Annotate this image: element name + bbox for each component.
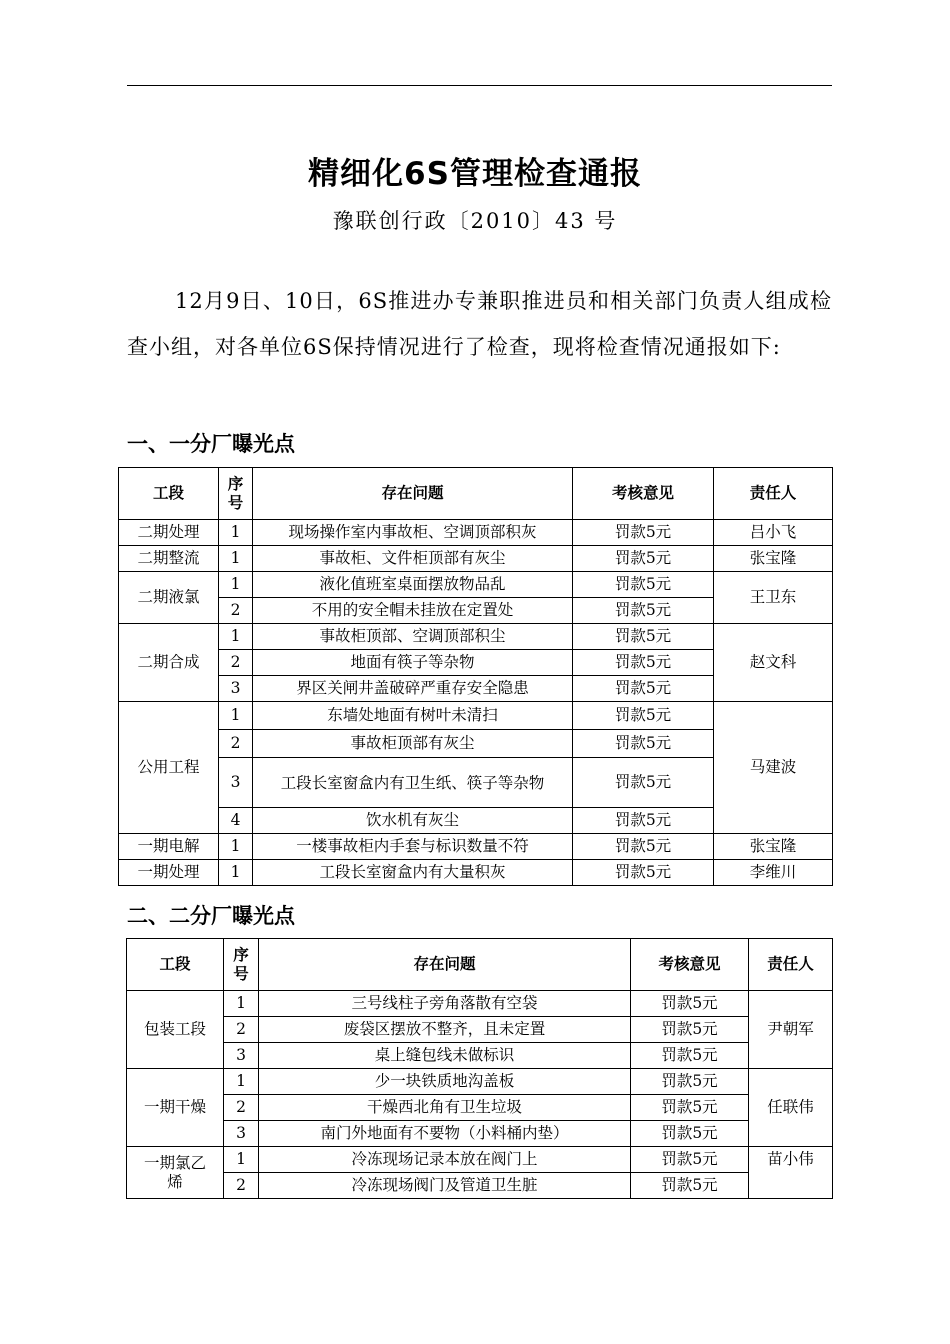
cell-owner: 马建波	[714, 702, 833, 834]
cell-issue: 液化值班室桌面摆放物品乱	[253, 572, 573, 598]
header-owner: 责任人	[714, 468, 833, 520]
cell-seq: 2	[224, 1017, 259, 1043]
header-section: 工段	[127, 939, 224, 991]
cell-section: 二期处理	[119, 520, 219, 546]
header-opinion: 考核意见	[631, 939, 749, 991]
cell-opinion: 罚款5元	[631, 1017, 749, 1043]
table-row	[119, 546, 833, 572]
cell-seq: 1	[224, 991, 259, 1017]
cell-issue: 三号线柱子旁角落散有空袋	[259, 991, 631, 1017]
cell-owner: 王卫东	[714, 572, 833, 624]
cell-issue: 工段长室窗盒内有大量积灰	[253, 860, 573, 886]
table-row	[127, 1069, 833, 1095]
cell-seq: 1	[219, 860, 253, 886]
cell-opinion: 罚款5元	[573, 702, 714, 730]
cell-opinion: 罚款5元	[573, 808, 714, 834]
cell-issue: 不用的安全帽未挂放在定置处	[253, 598, 573, 624]
cell-issue: 现场操作室内事故柜、空调顶部积灰	[253, 520, 573, 546]
page-title: 精细化6S管理检查通报	[308, 156, 642, 192]
cell-opinion: 罚款5元	[573, 758, 714, 808]
cell-seq: 1	[219, 624, 253, 650]
cell-section: 一期氯乙烯	[127, 1147, 224, 1199]
cell-seq: 3	[224, 1121, 259, 1147]
cell-issue: 南门外地面有不要物（小料桶内垫）	[259, 1121, 631, 1147]
cell-seq: 1	[219, 520, 253, 546]
cell-seq: 3	[224, 1043, 259, 1069]
cell-owner: 尹朝军	[749, 991, 833, 1069]
cell-seq: 1	[219, 834, 253, 860]
cell-issue: 桌上缝包线未做标识	[259, 1043, 631, 1069]
document-number: 豫联创行政〔2010〕43 号	[332, 209, 618, 233]
cell-opinion: 罚款5元	[573, 546, 714, 572]
cell-issue: 工段长室窗盒内有卫生纸、筷子等杂物	[253, 758, 573, 808]
cell-issue: 界区关闸井盖破碎严重存安全隐患	[253, 676, 573, 702]
table-row	[127, 991, 833, 1017]
cell-issue: 事故柜顶部有灰尘	[253, 730, 573, 758]
header-seq: 序号	[219, 468, 253, 520]
cell-opinion: 罚款5元	[573, 730, 714, 758]
cell-seq: 2	[219, 598, 253, 624]
cell-seq: 4	[219, 808, 253, 834]
cell-issue: 一楼事故柜内手套与标识数量不符	[253, 834, 573, 860]
cell-opinion: 罚款5元	[573, 860, 714, 886]
cell-seq: 2	[224, 1095, 259, 1121]
cell-seq: 3	[219, 758, 253, 808]
cell-issue: 冷冻现场阀门及管道卫生脏	[259, 1173, 631, 1199]
cell-opinion: 罚款5元	[573, 520, 714, 546]
table-row	[127, 1121, 833, 1147]
cell-seq: 1	[219, 572, 253, 598]
cell-seq: 2	[219, 730, 253, 758]
section-1-heading: 一、一分厂曝光点	[127, 432, 295, 456]
cell-issue: 事故柜顶部、空调顶部积尘	[253, 624, 573, 650]
cell-opinion: 罚款5元	[631, 1043, 749, 1069]
table-row	[127, 1095, 833, 1121]
header-seq: 序号	[224, 939, 259, 991]
header-issue: 存在问题	[253, 468, 573, 520]
intro-paragraph: 12月9日、10日，6S推进办专兼职推进员和相关部门负责人组成检查小组，对各单位6S保持情况进行了检查，现将检查情况通报如下:	[127, 289, 832, 359]
cell-owner: 张宝隆	[714, 546, 833, 572]
cell-issue: 少一块铁质地沟盖板	[259, 1069, 631, 1095]
cell-section: 包装工段	[127, 991, 224, 1069]
cell-section: 二期液氯	[119, 572, 219, 624]
table-row	[119, 520, 833, 546]
cell-section: 一期干燥	[127, 1069, 224, 1147]
header-issue: 存在问题	[259, 939, 631, 991]
cell-issue: 干燥西北角有卫生垃圾	[259, 1095, 631, 1121]
cell-opinion: 罚款5元	[631, 1069, 749, 1095]
table-row	[127, 1043, 833, 1069]
cell-seq: 1	[224, 1147, 259, 1173]
cell-owner: 苗小伟	[749, 1147, 833, 1199]
cell-seq: 1	[224, 1069, 259, 1095]
table-row	[119, 834, 833, 860]
cell-issue: 冷冻现场记录本放在阀门上	[259, 1147, 631, 1173]
cell-seq: 3	[219, 676, 253, 702]
cell-seq: 2	[219, 650, 253, 676]
cell-owner: 任联伟	[749, 1069, 833, 1147]
cell-opinion: 罚款5元	[573, 650, 714, 676]
cell-issue: 饮水机有灰尘	[253, 808, 573, 834]
table-header-row	[119, 468, 833, 520]
header-opinion: 考核意见	[573, 468, 714, 520]
cell-seq: 1	[219, 702, 253, 730]
cell-opinion: 罚款5元	[631, 1147, 749, 1173]
table-header-row	[127, 939, 833, 991]
table-row	[119, 860, 833, 886]
cell-section: 一期处理	[119, 860, 219, 886]
header-section: 工段	[119, 468, 219, 520]
section-2-heading: 二、二分厂曝光点	[127, 904, 295, 928]
cell-opinion: 罚款5元	[631, 1121, 749, 1147]
cell-issue: 地面有筷子等杂物	[253, 650, 573, 676]
section-1-table	[118, 467, 833, 886]
cell-opinion: 罚款5元	[631, 1173, 749, 1199]
cell-section: 一期电解	[119, 834, 219, 860]
table-row	[127, 1017, 833, 1043]
cell-opinion: 罚款5元	[631, 1095, 749, 1121]
cell-section: 二期整流	[119, 546, 219, 572]
cell-issue: 事故柜、文件柜顶部有灰尘	[253, 546, 573, 572]
header-rule	[127, 85, 832, 86]
cell-section: 二期合成	[119, 624, 219, 702]
table-row	[119, 702, 833, 730]
cell-owner: 李维川	[714, 860, 833, 886]
cell-issue: 东墙处地面有树叶未清扫	[253, 702, 573, 730]
cell-opinion: 罚款5元	[573, 572, 714, 598]
cell-seq: 1	[219, 546, 253, 572]
cell-seq: 2	[224, 1173, 259, 1199]
cell-owner: 张宝隆	[714, 834, 833, 860]
cell-opinion: 罚款5元	[573, 834, 714, 860]
cell-opinion: 罚款5元	[631, 991, 749, 1017]
cell-opinion: 罚款5元	[573, 598, 714, 624]
table-row	[119, 572, 833, 598]
cell-opinion: 罚款5元	[573, 624, 714, 650]
cell-section: 公用工程	[119, 702, 219, 834]
table-row	[127, 1147, 833, 1173]
cell-owner: 赵文科	[714, 624, 833, 702]
section-2-table	[126, 938, 833, 1199]
header-owner: 责任人	[749, 939, 833, 991]
cell-opinion: 罚款5元	[573, 676, 714, 702]
cell-issue: 废袋区摆放不整齐，且未定置	[259, 1017, 631, 1043]
table-row	[127, 1173, 833, 1199]
table-row	[119, 624, 833, 650]
cell-owner: 吕小飞	[714, 520, 833, 546]
